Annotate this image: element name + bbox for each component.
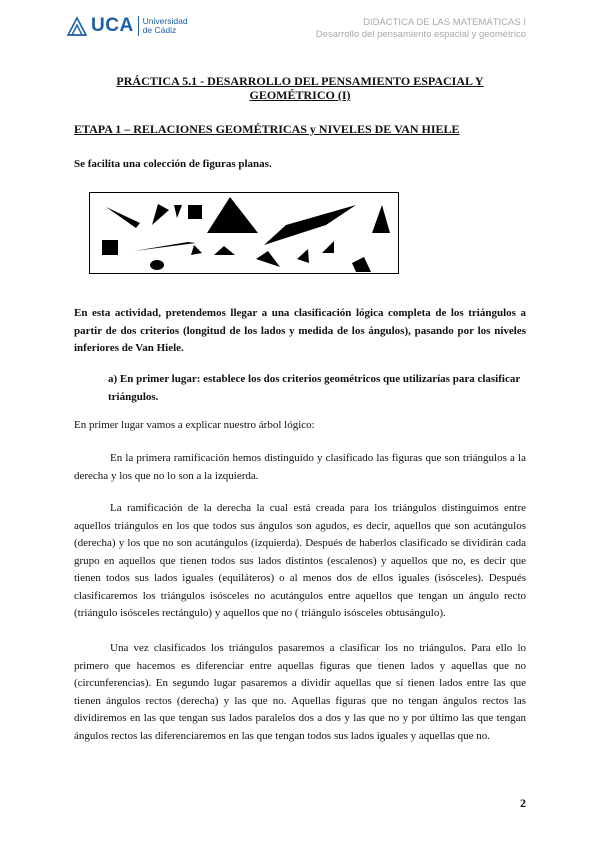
figure-triangle xyxy=(322,241,334,253)
course-header xyxy=(316,17,526,41)
question-a: a) En primer lugar: establece los dos criterios geométricos que utilizarías para clasificar triángulos. xyxy=(108,373,521,403)
uca-emblem-icon xyxy=(66,15,88,37)
university-logo xyxy=(66,14,188,38)
paragraph-1: En primer lugar vamos a explicar nuestro árbol lógico: xyxy=(74,419,315,431)
page-number: 2 xyxy=(520,796,526,810)
figure-triangle xyxy=(214,246,235,255)
activity-paragraph: En esta actividad, pretendemos llegar a una clasificación lógica completa de los triángulos a partir de dos criterios (longitud de los lados y medida de los ángulos), pasando por los niveles inferiores de Van Hiele. xyxy=(74,307,526,354)
page-title: PRÁCTICA 5.1 - DESARROLLO DEL PENSAMIENTO ESPACIAL Y GEOMÉTRICO (I) xyxy=(116,74,484,102)
paragraph-4: Una vez clasificados los triángulos pasaremos a clasificar los no triángulos. Para ello lo primero que hacemos es diferenciar entre aquellas figuras que tienen lados y aquellas que no (circunferencias). En segundo lugar pasaremos a dividir aquellas que sí tienen lados entre las que tienen ángulos rectos (derecha) y las que no. Aquellas figuras que no tengan ángulos rectos las dividiremos en las que tengan sus lados paralelos dos a dos y las que no y por último las que tengan ángulos rectos las diferenciaremos en las que tengan todos sus lados iguales y aquellas que no. xyxy=(74,642,526,742)
intro-text: Se facilita una colección de figuras planas. xyxy=(74,158,272,170)
university-line-2: de Cádiz xyxy=(142,25,177,35)
course-title: DIDÁCTICA DE LAS MATEMÁTICAS I xyxy=(363,17,526,28)
figure-triangle xyxy=(297,249,309,263)
paragraph-3: La ramificación de la derecha la cual está creada para los triángulos distinguimos entre aquellos triángulos en los que todos sus ángulos son agudos, es decir, aquellos que son acutángulos (derecha) y los que no son acutángulos (izquierda). Después de haberlos clasificado se dividirán cada grupo en aquellos que tienen todos sus lados distintos (escalenos) y aquellos que no, es decir que tienen todos sus lados iguales (equiláteros) o al menos dos de ellos iguales (isósceles). Después clasificaremos los triángulos isósceles no acutángulos entre aquellos que tengan un ángulo recto (triángulo isósceles rectángulo) y aquellos que no ( triángulo isósceles obtusángulo). xyxy=(74,502,526,619)
logo-text: UCA xyxy=(91,15,134,36)
figure-circle xyxy=(150,260,164,270)
paragraph-2: En la primera ramificación hemos distinguido y clasificado las figuras que son triángulos a la derecha y los que no lo son a la izquierda. xyxy=(74,452,526,482)
figure-triangle xyxy=(152,204,169,225)
figure-triangle xyxy=(106,207,140,228)
stage-heading: ETAPA 1 – RELACIONES GEOMÉTRICAS y NIVELES DE VAN HIELE xyxy=(74,122,460,136)
plane-figures-image xyxy=(90,193,398,273)
university-line-1: Universidad xyxy=(142,15,188,26)
figure-quadrilateral xyxy=(352,257,371,272)
figure-square xyxy=(188,205,202,219)
figure-triangle xyxy=(191,245,202,255)
figure-triangle xyxy=(372,205,390,233)
figure-triangle xyxy=(256,251,280,267)
logo-divider xyxy=(138,16,139,36)
figure-triangle xyxy=(134,242,196,251)
plane-figures-collection xyxy=(89,192,399,274)
figure-triangle xyxy=(174,205,182,218)
course-subtitle: Desarrollo del pensamiento espacial y geométrico xyxy=(315,29,526,40)
figure-triangle xyxy=(207,197,258,233)
figure-square xyxy=(102,240,118,255)
figure-quadrilateral xyxy=(264,205,356,245)
university-name xyxy=(143,17,188,36)
